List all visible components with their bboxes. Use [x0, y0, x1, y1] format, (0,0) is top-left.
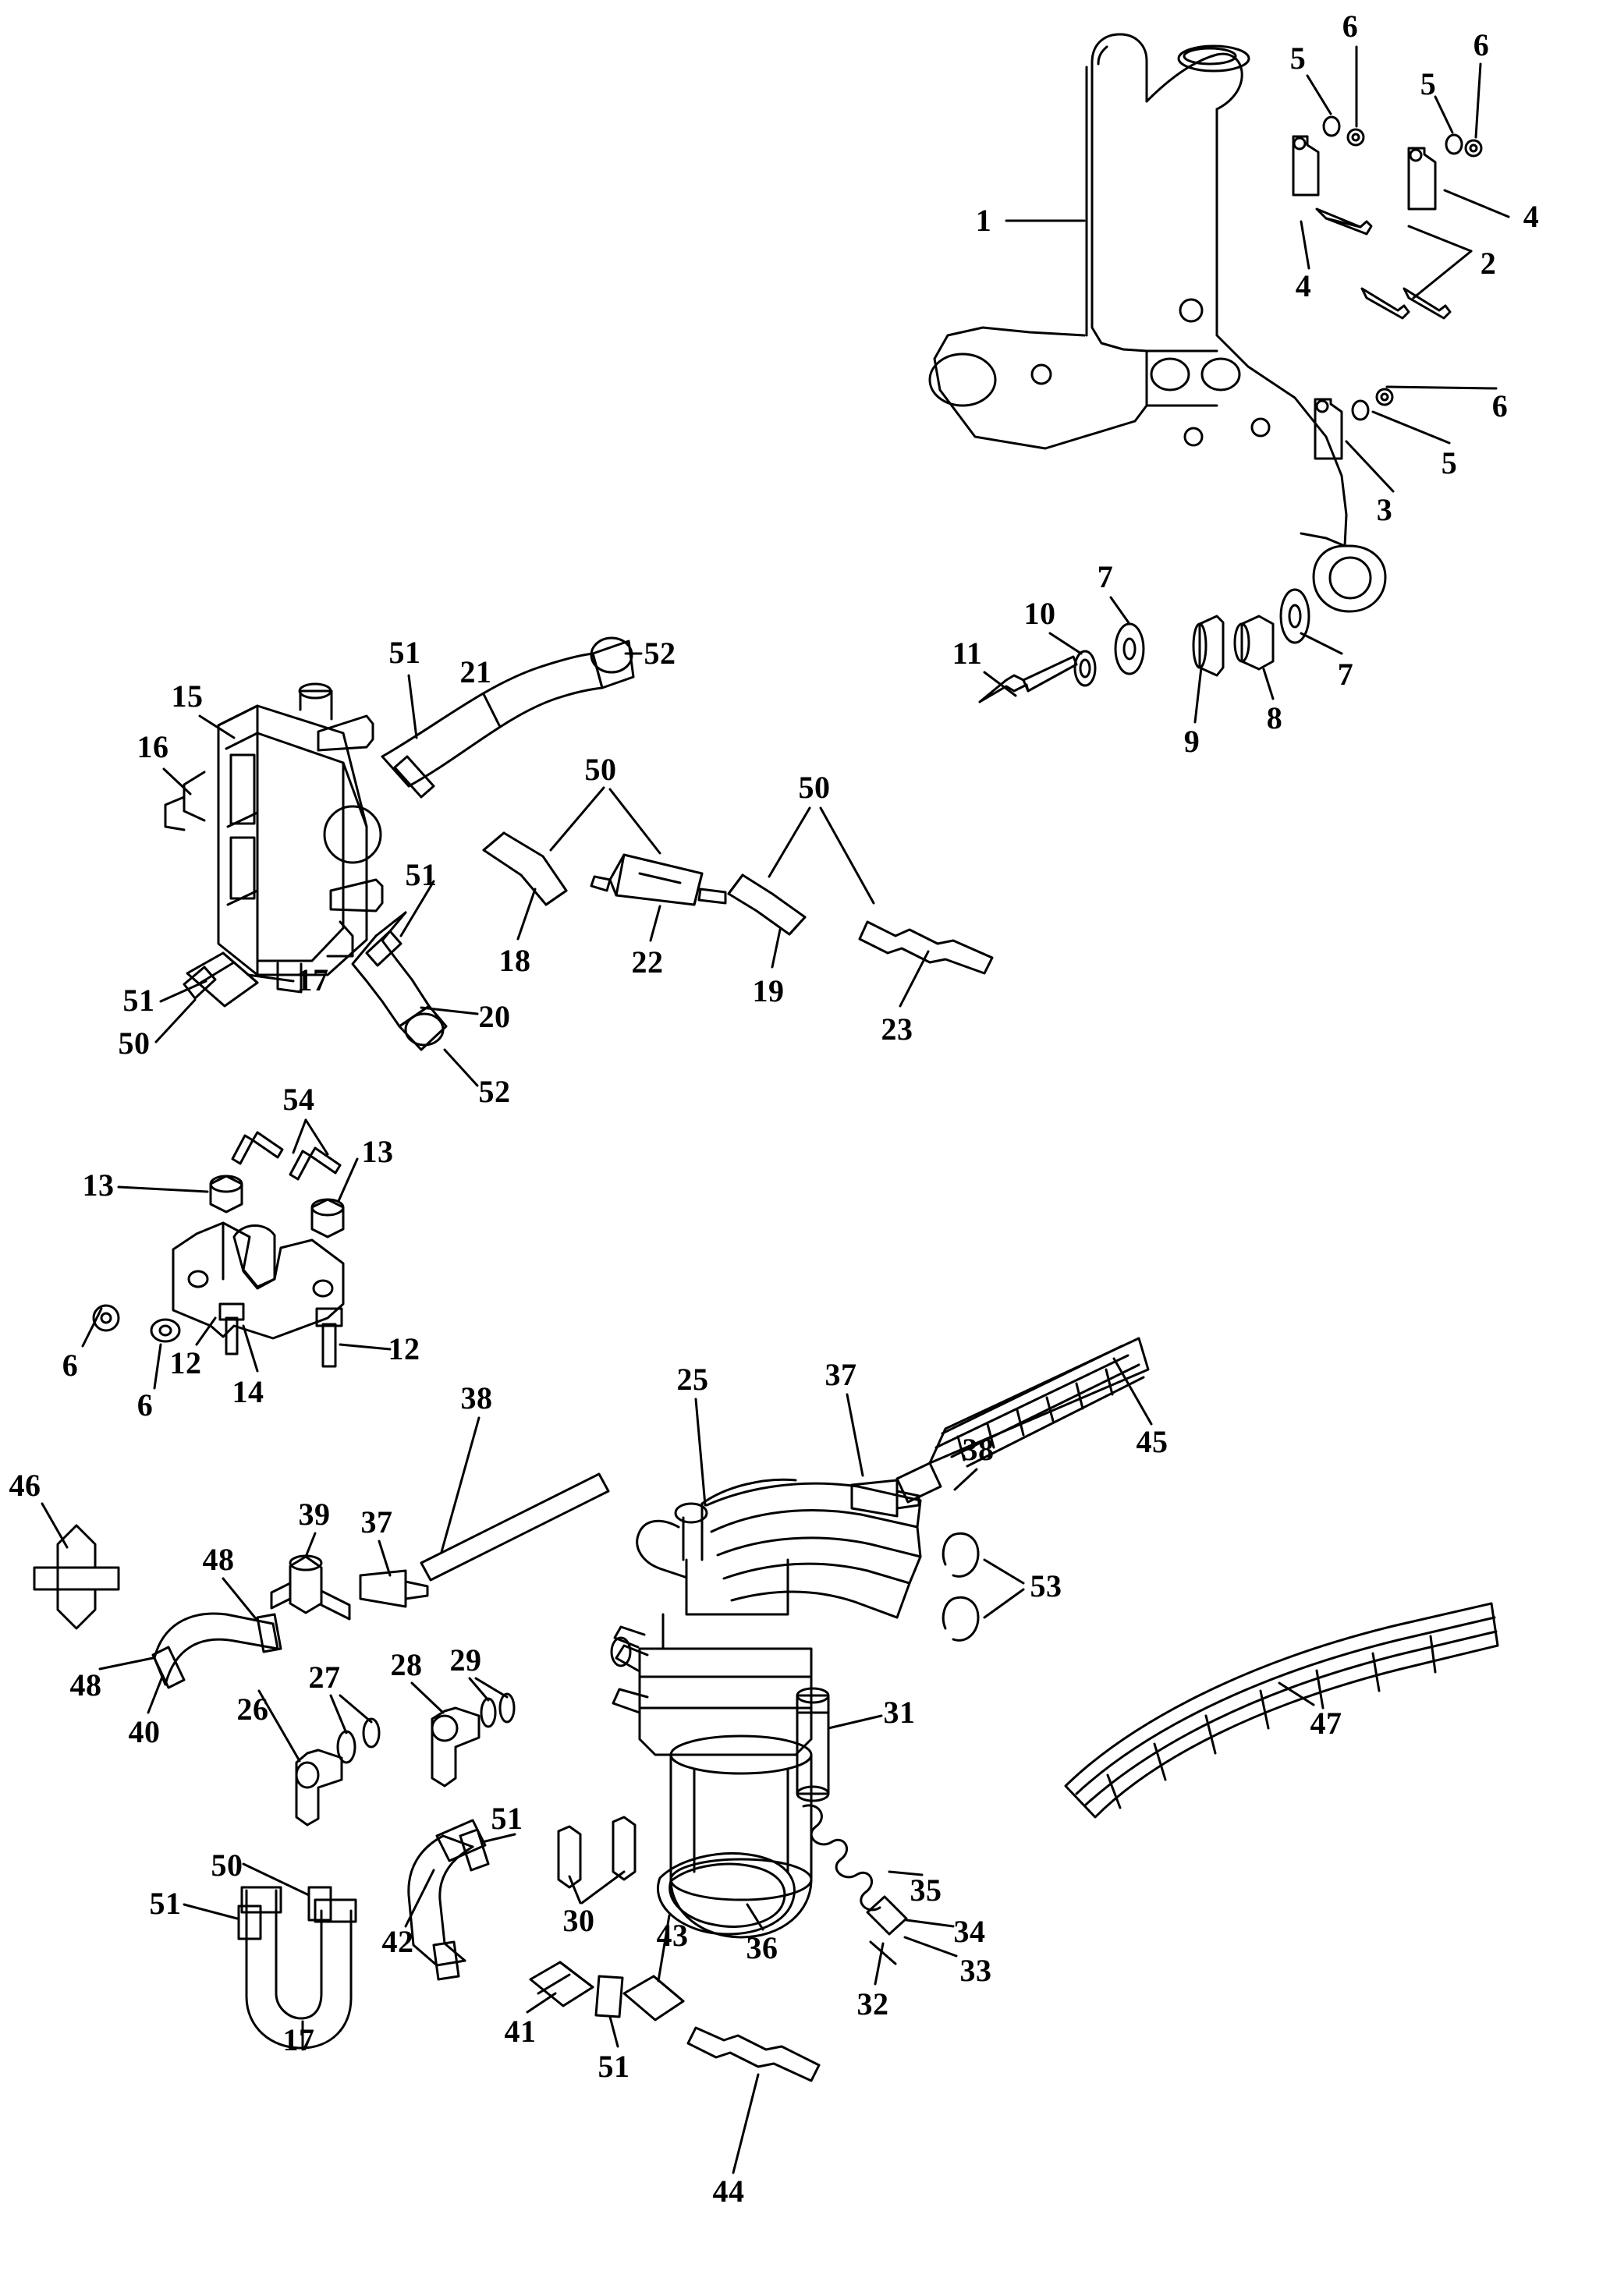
part-braided-hose-45: [897, 1338, 1148, 1502]
part-washer-6-e: [151, 1320, 179, 1341]
part-screw-2-b: [1362, 289, 1409, 318]
callout-number: 17: [282, 2022, 315, 2057]
part-clip-4-upper: [1293, 136, 1318, 195]
callout-number: 4: [1295, 268, 1312, 303]
part-connector-18: [484, 833, 566, 905]
callout-number: 14: [232, 1374, 264, 1409]
callout-number: 53: [1030, 1568, 1062, 1603]
part-hose-20: [353, 912, 429, 1026]
callout-number: 1: [975, 203, 992, 238]
part-filter-22: [591, 855, 725, 905]
callout-number: 13: [82, 1167, 115, 1203]
callout-number: 2: [1480, 246, 1497, 281]
callout-number: 9: [1183, 724, 1200, 759]
part-spring-35: [803, 1805, 906, 1964]
part-clip-4-right: [1409, 148, 1435, 209]
part-clamp-51-f: [596, 1976, 622, 2017]
part-clamp-50-b: [309, 1887, 331, 1920]
part-screw-54-a: [232, 1132, 282, 1164]
callout-number: 28: [390, 1647, 423, 1682]
part-clip-53-b: [943, 1597, 978, 1640]
callout-number: 10: [1023, 596, 1056, 631]
callout-number: 51: [598, 2049, 630, 2084]
callout-number: 51: [149, 1886, 182, 1921]
callout-number: 23: [881, 1012, 913, 1047]
callout-number: 51: [491, 1801, 523, 1836]
part-washer-7-a: [1115, 624, 1144, 674]
callout-number: 51: [122, 983, 155, 1018]
part-connector-41: [530, 1962, 593, 2006]
callout-number: 5: [1289, 41, 1307, 76]
part-screw-2-c: [1404, 289, 1450, 318]
callout-number: 38: [962, 1432, 995, 1467]
part-bracket-1: [930, 34, 1385, 611]
part-fuel-pump-15: [165, 684, 382, 992]
part-screw-54-b: [290, 1148, 340, 1179]
part-washer-5-a: [1324, 117, 1339, 136]
callout-number: 36: [746, 1930, 778, 1965]
part-screw-37-a: [360, 1571, 427, 1607]
callout-number: 4: [1523, 199, 1540, 234]
callout-number: 31: [883, 1695, 916, 1730]
callout-number: 42: [381, 1924, 414, 1959]
part-braided-hose-47: [1066, 1603, 1498, 1817]
part-sensor-39: [271, 1556, 349, 1619]
callout-number: 32: [856, 1986, 889, 2021]
part-fitting-44: [688, 2028, 819, 2081]
callout-number: 38: [460, 1380, 493, 1416]
callout-number: 11: [952, 636, 983, 671]
part-washer-6-c: [1377, 389, 1392, 405]
part-vapor-separator-25: [612, 1479, 920, 1937]
callout-number: 35: [910, 1873, 942, 1908]
callout-number: 41: [504, 2014, 537, 2049]
callout-number: 17: [296, 962, 329, 997]
callout-number: 6: [62, 1348, 79, 1383]
leader-lines: [42, 47, 1509, 2173]
callout-number: 34: [953, 1914, 986, 1949]
callout-number: 7: [1337, 657, 1354, 692]
callout-number: 44: [712, 2174, 745, 2209]
callout-number: 48: [202, 1542, 235, 1577]
callout-number: 54: [282, 1082, 315, 1117]
callout-number: 20: [478, 999, 511, 1034]
part-screw-2-a: [1317, 209, 1371, 234]
callout-number: 13: [361, 1134, 394, 1169]
callout-number: 52: [644, 636, 676, 671]
callout-number: 33: [959, 1953, 992, 1988]
callout-number: 45: [1136, 1424, 1168, 1459]
callout-number: 51: [388, 635, 421, 670]
callout-number: 50: [118, 1026, 151, 1061]
callout-number: 21: [459, 654, 492, 689]
part-oring-29-a: [481, 1699, 495, 1727]
part-fitting-23: [860, 922, 992, 973]
callout-number: 12: [388, 1331, 420, 1366]
callout-number: 43: [656, 1918, 689, 1953]
part-clip-30-b: [613, 1817, 635, 1880]
callout-number: 12: [169, 1345, 202, 1380]
callout-number: 25: [676, 1362, 709, 1397]
callout-number: 5: [1420, 66, 1437, 101]
part-washer-6-a: [1348, 129, 1364, 145]
callout-number: 39: [298, 1497, 331, 1532]
part-fitting-52-b: [399, 1006, 446, 1050]
callout-number: 5: [1441, 445, 1458, 480]
callout-number: 6: [1491, 388, 1509, 423]
part-elbow-26: [296, 1750, 342, 1825]
part-clip-53-a: [943, 1533, 978, 1576]
part-hose-17-upper: [187, 953, 257, 1006]
callout-number: 16: [137, 729, 169, 764]
callout-number: 52: [478, 1074, 511, 1109]
part-nut-8: [1235, 616, 1273, 669]
callout-number: 6: [137, 1387, 154, 1423]
callout-number: 37: [825, 1357, 857, 1392]
callout-number: 6: [1342, 9, 1359, 44]
callout-number: 48: [69, 1667, 102, 1703]
part-fitting-46: [34, 1525, 119, 1628]
callout-number: 27: [308, 1660, 341, 1695]
part-washer-5-b: [1446, 135, 1462, 154]
callout-number: 6: [1473, 27, 1490, 62]
part-fitting-52-a: [591, 638, 633, 688]
callout-number: 51: [405, 857, 438, 892]
part-oring-27-a: [338, 1731, 355, 1763]
callout-number: 26: [236, 1692, 269, 1727]
callout-number: 22: [631, 944, 664, 980]
part-elbow-28: [432, 1708, 479, 1786]
part-nut-13-a: [211, 1176, 242, 1212]
callout-number: 50: [584, 752, 617, 787]
callout-number: 40: [128, 1714, 161, 1749]
callout-number: 18: [498, 943, 531, 978]
callout-number: 7: [1097, 559, 1114, 594]
callout-number: 29: [449, 1642, 482, 1678]
callout-number: 50: [211, 1848, 243, 1883]
part-connector-19: [729, 875, 805, 934]
part-bushing-9: [1193, 616, 1223, 675]
callout-number: 30: [562, 1903, 595, 1938]
callout-number: 46: [9, 1468, 41, 1503]
callout-number: 8: [1266, 700, 1283, 735]
part-clamp-51-d: [434, 1942, 459, 1979]
part-washer-6-b: [1466, 140, 1481, 156]
part-washer-10: [1075, 651, 1095, 686]
callout-number: 19: [752, 973, 785, 1008]
callout-number: 15: [171, 679, 204, 714]
callout-number: 50: [798, 770, 831, 805]
callout-number: 47: [1310, 1706, 1342, 1741]
part-connector-43: [624, 1976, 683, 2020]
callout-number: 3: [1376, 492, 1393, 527]
callout-number: 37: [360, 1504, 393, 1540]
part-washer-5-c: [1353, 401, 1368, 420]
part-clamp-48-a: [153, 1647, 184, 1688]
part-nut-13-b: [312, 1199, 343, 1237]
